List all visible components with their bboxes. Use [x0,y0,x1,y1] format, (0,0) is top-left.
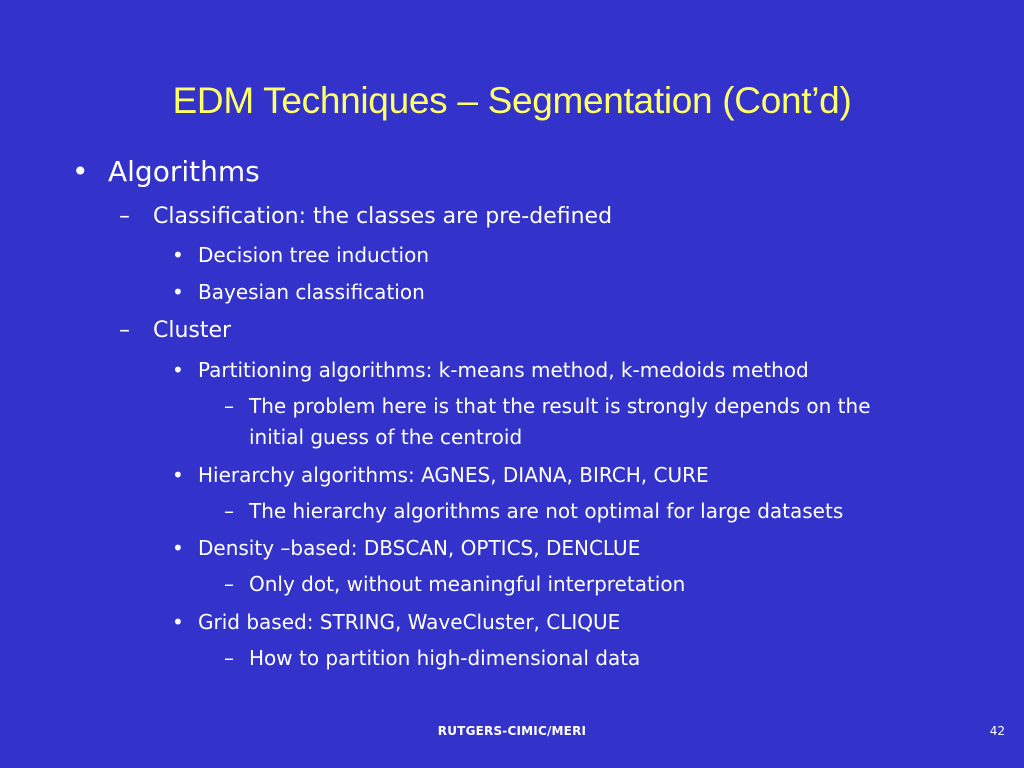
note-text-partitioning-line2: initial guess of the centroid [249,425,523,449]
subsubitem-partitioning [0,357,1024,383]
subsubitem-text-partitioning: Partitioning algorithms: k-means method, k-medoids method [198,358,809,382]
page-number: 42 [989,724,1005,738]
bullet-text-algorithms: Algorithms [108,155,260,188]
subsubitem-bayesian [0,279,1024,305]
subsubitem-decision-tree [0,242,1024,268]
bullet-symbol-level3: • [172,243,184,267]
bullet-symbol-level3: • [172,463,184,487]
note-density [0,571,1024,598]
subitem-text-cluster: Cluster [153,318,232,343]
note-text-grid: How to partition high-dimensional data [249,646,641,670]
subitem-text-classification: Classification: the classes are pre-defined [153,204,613,229]
subsubitem-text-hierarchy: Hierarchy algorithms: AGNES, DIANA, BIRCH, CURE [198,463,709,487]
bullet-symbol-level3: • [172,358,184,382]
note-partitioning [0,393,1024,447]
bullet-algorithms [0,155,1024,189]
bullet-symbol-level3: • [172,610,184,634]
subsubitem-text-grid: Grid based: STRING, WaveCluster, CLIQUE [198,610,621,634]
dash-symbol-level4: – [224,499,234,523]
slide-title: EDM Techniques – Segmentation (Cont’d) [172,80,852,121]
footer-text: RUTGERS-CIMIC/MERI [437,724,587,738]
subitem-classification [0,203,1024,231]
subsubitem-text-density: Density –based: DBSCAN, OPTICS, DENCLUE [198,536,641,560]
dash-symbol-level4: – [224,394,234,418]
subsubitem-text-decision-tree: Decision tree induction [198,243,430,267]
bullet-symbol-level3: • [172,280,184,304]
subitem-cluster [0,317,1024,345]
bullet-symbol-level1: • [72,155,89,188]
dash-symbol-level2: – [119,204,130,229]
note-text-hierarchy: The hierarchy algorithms are not optimal for large datasets [249,499,844,523]
note-hierarchy [0,498,1024,525]
note-text-partitioning-line1: The problem here is that the result is strongly depends on the [249,394,871,418]
dash-symbol-level2: – [119,318,130,343]
subsubitem-grid [0,609,1024,635]
note-text-density: Only dot, without meaningful interpretation [249,572,686,596]
bullet-symbol-level3: • [172,536,184,560]
dash-symbol-level4: – [224,646,234,670]
subsubitem-density [0,535,1024,561]
subsubitem-text-bayesian: Bayesian classification [198,280,425,304]
note-grid [0,645,1024,672]
dash-symbol-level4: – [224,572,234,596]
subsubitem-hierarchy [0,462,1024,488]
